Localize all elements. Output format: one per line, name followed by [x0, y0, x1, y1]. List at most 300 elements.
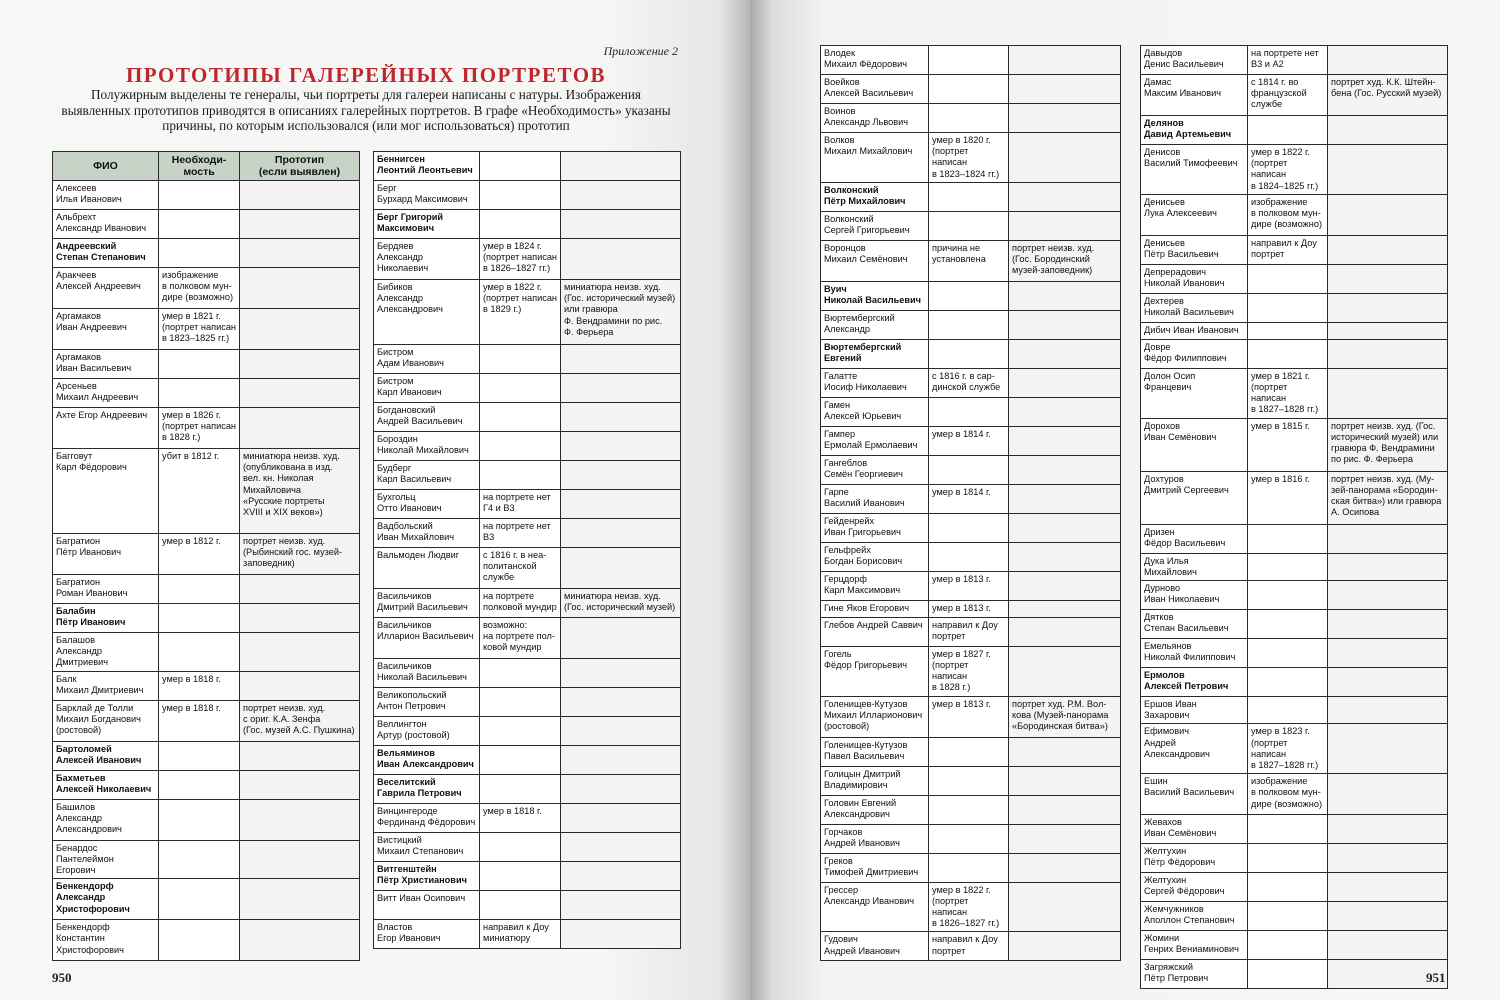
table-row	[1141, 960, 1448, 989]
table-row	[53, 741, 360, 770]
person-name-cell: Будберг Карл Васильевич	[374, 461, 480, 490]
table-row	[1141, 145, 1448, 195]
person-name-cell: Великопольский Антон Петрович	[374, 688, 480, 717]
table-row	[53, 671, 360, 700]
prototype-cell	[561, 345, 681, 374]
person-name-cell: Желтухин Пётр Фёдорович	[1141, 844, 1248, 873]
table-row	[821, 571, 1121, 600]
prototype-cell	[1328, 697, 1448, 724]
necessity-cell	[159, 350, 240, 379]
person-name-cell: Бартоломей Алексей Иванович	[53, 741, 159, 770]
necessity-cell	[1248, 931, 1328, 960]
table-row	[53, 309, 360, 350]
prototype-cell	[1328, 264, 1448, 293]
table-row	[821, 646, 1121, 696]
person-name-cell: Влодек Михаил Фёдорович	[821, 46, 929, 75]
table-row	[821, 542, 1121, 571]
prototype-cell	[1328, 668, 1448, 697]
necessity-cell: умер в 1813 г.	[929, 696, 1009, 737]
necessity-cell	[480, 181, 561, 210]
person-name-cell: Депрерадович Николай Иванович	[1141, 264, 1248, 293]
necessity-cell: направил к Доу портрет	[1248, 235, 1328, 264]
person-name-cell: Гейденрейх Иван Григорьевич	[821, 513, 929, 542]
person-name-cell: Берг Бурхард Максимович	[374, 181, 480, 210]
necessity-cell	[480, 210, 561, 239]
table-row	[821, 513, 1121, 542]
necessity-cell: направил к Доу миниатюру	[480, 920, 561, 949]
person-name-cell: Багратион Пётр Иванович	[53, 534, 159, 575]
person-name-cell: Загряжский Пётр Петрович	[1141, 960, 1248, 989]
table-row	[1141, 902, 1448, 931]
table-row	[53, 799, 360, 840]
person-name-cell: Гампер Ермолай Ермолаевич	[821, 426, 929, 455]
necessity-cell	[929, 182, 1009, 211]
person-name-cell: Бороздин Николай Михайлович	[374, 432, 480, 461]
table-row	[821, 484, 1121, 513]
necessity-cell	[1248, 960, 1328, 989]
prototype-cell	[1328, 145, 1448, 195]
person-name-cell: Дамас Максим Иванович	[1141, 75, 1248, 116]
person-name-cell: Багратион Роман Иванович	[53, 575, 159, 604]
person-name-cell: Грессер Александр Иванович	[821, 882, 929, 932]
prototype-cell	[1328, 235, 1448, 264]
necessity-cell: умер в 1814 г.	[929, 426, 1009, 455]
prototypes-table-2	[373, 151, 681, 949]
prototype-cell	[561, 618, 681, 659]
person-name-cell: Вистицкий Михаил Степанович	[374, 833, 480, 862]
table-row	[1141, 724, 1448, 774]
prototype-cell	[561, 804, 681, 833]
prototype-cell	[561, 717, 681, 746]
necessity-cell	[480, 152, 561, 181]
table-row	[1141, 553, 1448, 580]
necessity-cell: направил к Доу портрет	[929, 932, 1009, 961]
table-row	[821, 46, 1121, 75]
prototype-cell	[1009, 368, 1121, 397]
necessity-cell: умер в 1822 г. (портрет написан в 1824–1825 гг.)	[1248, 145, 1328, 195]
table-row	[821, 133, 1121, 183]
table-row	[53, 920, 360, 961]
person-name-cell: Дехтерев Николай Васильевич	[1141, 293, 1248, 322]
person-name-cell: Дука Илья Михайлович	[1141, 553, 1248, 580]
table-row	[374, 210, 681, 239]
person-name-cell: Вельяминов Иван Александрович	[374, 746, 480, 775]
prototype-cell	[1328, 581, 1448, 610]
person-name-cell: Дризен Фёдор Васильевич	[1141, 524, 1248, 553]
prototype-cell	[240, 879, 360, 920]
person-name-cell: Жемчужников Аполлон Степанович	[1141, 902, 1248, 931]
prototype-cell	[1009, 310, 1121, 339]
person-name-cell: Денисьев Лука Алексеевич	[1141, 194, 1248, 235]
prototype-cell	[1009, 75, 1121, 104]
prototype-cell: портрет худ. Р.М. Вол- кова (Музей-панорама «Бородинская битва»)	[1009, 696, 1121, 737]
prototype-cell	[1328, 639, 1448, 668]
necessity-cell: изображение в полковом мун- дире (возможно)	[1248, 194, 1328, 235]
table-row	[821, 281, 1121, 310]
prototype-cell: портрет неизв. худ. (Му- зей-панорама «Бородин- ская битва») или гравюра А. Осипова	[1328, 471, 1448, 524]
person-name-cell: Веселитский Гаврила Петрович	[374, 775, 480, 804]
necessity-cell	[929, 455, 1009, 484]
prototype-cell	[1328, 610, 1448, 639]
person-name-cell: Денисьев Пётр Васильевич	[1141, 235, 1248, 264]
prototype-cell	[240, 350, 360, 379]
table-row	[374, 403, 681, 432]
necessity-cell	[929, 853, 1009, 882]
necessity-cell	[929, 339, 1009, 368]
necessity-cell: умер в 1820 г. (портрет написан в 1823–1824 гг.)	[929, 133, 1009, 183]
table-row	[1141, 339, 1448, 368]
table-row	[821, 824, 1121, 853]
table-row	[53, 633, 360, 672]
person-name-cell: Винцингероде Фердинанд Фёдорович	[374, 804, 480, 833]
person-name-cell: Бахметьев Алексей Николаевич	[53, 770, 159, 799]
necessity-cell	[480, 862, 561, 891]
prototype-cell	[1328, 553, 1448, 580]
table-row	[821, 182, 1121, 211]
person-name-cell: Ешин Василий Васильевич	[1141, 774, 1248, 815]
prototype-cell	[1009, 571, 1121, 600]
table-row	[821, 397, 1121, 426]
necessity-cell: возможно: на портрете пол- ковой мундир	[480, 618, 561, 659]
prototype-cell	[240, 604, 360, 633]
table-row	[821, 795, 1121, 824]
table-row	[1141, 844, 1448, 873]
person-name-cell: Горчаков Андрей Иванович	[821, 824, 929, 853]
person-name-cell: Витгенштейн Пётр Христианович	[374, 862, 480, 891]
prototype-cell	[1009, 484, 1121, 513]
necessity-cell	[1248, 581, 1328, 610]
prototype-cell	[1009, 133, 1121, 183]
page-number-right: 951	[1426, 970, 1446, 985]
header-prototype: Прототип (если выявлен)	[240, 152, 360, 181]
prototype-cell	[561, 891, 681, 920]
person-name-cell: Давыдов Денис Васильевич	[1141, 46, 1248, 75]
table-row	[1141, 639, 1448, 668]
necessity-cell: умер в 1815 г.	[1248, 418, 1328, 471]
prototype-cell	[561, 461, 681, 490]
prototype-cell	[1328, 293, 1448, 322]
appendix-label: Приложение 2	[603, 44, 678, 58]
table-row	[374, 589, 681, 618]
person-name-cell: Бенкендорф Константин Христофорович	[53, 920, 159, 961]
person-name-cell: Богдановский Андрей Васильевич	[374, 403, 480, 432]
table-row	[53, 379, 360, 408]
table-row	[53, 210, 360, 239]
person-name-cell: Дятков Степан Васильевич	[1141, 610, 1248, 639]
table-row	[53, 770, 360, 799]
necessity-cell: умер в 1816 г.	[1248, 471, 1328, 524]
necessity-cell	[1248, 668, 1328, 697]
person-name-cell: Бухгольц Отто Иванович	[374, 490, 480, 519]
prototype-cell	[1009, 882, 1121, 932]
person-name-cell: Альбрехт Александр Иванович	[53, 210, 159, 239]
prototype-cell	[240, 920, 360, 961]
table-row	[53, 534, 360, 575]
necessity-cell: умер в 1823 г. (портрет написан в 1827–1828 гг.)	[1248, 724, 1328, 774]
table-row	[374, 688, 681, 717]
person-name-cell: Балабин Пётр Иванович	[53, 604, 159, 633]
prototype-cell	[1009, 795, 1121, 824]
table-row	[374, 804, 681, 833]
necessity-cell	[159, 181, 240, 210]
necessity-cell	[929, 75, 1009, 104]
person-name-cell: Волконский Сергей Григорьевич	[821, 211, 929, 240]
necessity-cell	[480, 833, 561, 862]
person-name-cell: Ахте Егор Андреевич	[53, 408, 159, 449]
necessity-cell	[159, 799, 240, 840]
necessity-cell	[159, 633, 240, 672]
person-name-cell: Дохтуров Дмитрий Сергеевич	[1141, 471, 1248, 524]
person-name-cell: Бенкендорф Александр Христофорович	[53, 879, 159, 920]
prototype-cell	[561, 659, 681, 688]
necessity-cell: умер в 1812 г.	[159, 534, 240, 575]
table-row	[53, 700, 360, 741]
person-name-cell: Аргамаков Иван Андреевич	[53, 309, 159, 350]
prototype-cell	[1009, 600, 1121, 617]
table-row	[374, 862, 681, 891]
person-name-cell: Веллингтон Артур (ростовой)	[374, 717, 480, 746]
page-number-left: 950	[52, 970, 72, 985]
prototype-cell	[1009, 513, 1121, 542]
necessity-cell: на портрете нет Г4 и В3	[480, 490, 561, 519]
prototype-cell	[561, 833, 681, 862]
person-name-cell: Васильчиков Дмитрий Васильевич	[374, 589, 480, 618]
table-row	[374, 833, 681, 862]
necessity-cell	[1248, 322, 1328, 339]
necessity-cell	[1248, 844, 1328, 873]
table-row	[821, 339, 1121, 368]
necessity-cell	[159, 879, 240, 920]
necessity-cell	[480, 717, 561, 746]
prototype-cell	[240, 379, 360, 408]
person-name-cell: Гамен Алексей Юрьевич	[821, 397, 929, 426]
necessity-cell: умер в 1818 г.	[159, 671, 240, 700]
person-name-cell: Довре Фёдор Филиппович	[1141, 339, 1248, 368]
necessity-cell	[480, 461, 561, 490]
table-row	[1141, 581, 1448, 610]
necessity-cell	[1248, 524, 1328, 553]
necessity-cell	[480, 403, 561, 432]
person-name-cell: Берг Григорий Максимович	[374, 210, 480, 239]
prototypes-table-4	[1140, 45, 1448, 989]
necessity-cell	[480, 659, 561, 688]
person-name-cell: Ермолов Алексей Петрович	[1141, 668, 1248, 697]
prototype-cell	[1328, 931, 1448, 960]
necessity-cell	[480, 374, 561, 403]
necessity-cell	[480, 891, 561, 920]
prototype-cell	[240, 239, 360, 268]
person-name-cell: Дибич Иван Иванович	[1141, 322, 1248, 339]
table-row	[374, 659, 681, 688]
person-name-cell: Витт Иван Осипович	[374, 891, 480, 920]
necessity-cell	[929, 824, 1009, 853]
necessity-cell	[159, 741, 240, 770]
prototype-cell	[561, 490, 681, 519]
table-row	[53, 239, 360, 268]
prototype-cell	[1328, 774, 1448, 815]
person-name-cell: Васильчиков Николай Васильевич	[374, 659, 480, 688]
person-name-cell: Барклай де Толли Михаил Богданович (ростовой)	[53, 700, 159, 741]
table-row	[1141, 264, 1448, 293]
table-row	[374, 432, 681, 461]
prototype-cell	[1328, 844, 1448, 873]
table-row	[821, 455, 1121, 484]
table-row	[374, 618, 681, 659]
necessity-cell	[159, 379, 240, 408]
prototype-cell	[1009, 646, 1121, 696]
prototype-cell	[240, 799, 360, 840]
person-name-cell: Властов Егор Иванович	[374, 920, 480, 949]
necessity-cell	[159, 920, 240, 961]
table-row	[1141, 75, 1448, 116]
prototype-cell: портрет неизв. худ. с ориг. К.А. Зенфа (Гос. музей А.С. Пушкина)	[240, 700, 360, 741]
table-row	[1141, 931, 1448, 960]
table-row	[374, 345, 681, 374]
person-name-cell: Головин Евгений Александрович	[821, 795, 929, 824]
table-row	[821, 75, 1121, 104]
person-name-cell: Вадбольский Иван Михайлович	[374, 519, 480, 548]
necessity-cell	[929, 513, 1009, 542]
header-need: Необходи- мость	[159, 152, 240, 181]
prototype-cell	[240, 408, 360, 449]
person-name-cell: Герцдорф Карл Максимович	[821, 571, 929, 600]
prototype-cell	[1328, 724, 1448, 774]
prototype-cell	[1009, 853, 1121, 882]
prototype-cell	[1009, 281, 1121, 310]
table-row	[1141, 116, 1448, 145]
necessity-cell	[159, 239, 240, 268]
prototypes-table-3	[820, 45, 1121, 961]
necessity-cell: умер в 1821 г. (портрет написан в 1823–1825 гг.)	[159, 309, 240, 350]
person-name-cell: Волконский Пётр Михайлович	[821, 182, 929, 211]
necessity-cell	[480, 775, 561, 804]
necessity-cell: умер в 1826 г. (портрет написан в 1828 г.)	[159, 408, 240, 449]
table-row	[821, 696, 1121, 737]
person-name-cell: Гине Яков Егорович	[821, 600, 929, 617]
necessity-cell	[1248, 339, 1328, 368]
prototype-cell	[1009, 766, 1121, 795]
table-row	[1141, 46, 1448, 75]
necessity-cell	[929, 766, 1009, 795]
prototype-cell	[1328, 902, 1448, 931]
person-name-cell: Жевахов Иван Семёнович	[1141, 815, 1248, 844]
necessity-cell	[480, 688, 561, 717]
person-name-cell: Васильчиков Илларион Васильевич	[374, 618, 480, 659]
table-row	[1141, 815, 1448, 844]
prototype-cell	[1328, 116, 1448, 145]
prototype-cell	[561, 403, 681, 432]
prototype-cell	[561, 374, 681, 403]
prototype-cell	[561, 181, 681, 210]
person-name-cell: Желтухин Сергей Фёдорович	[1141, 873, 1248, 902]
necessity-cell: умер в 1827 г. (портрет написан в 1828 г.)	[929, 646, 1009, 696]
table-row	[1141, 524, 1448, 553]
necessity-cell	[929, 542, 1009, 571]
prototype-cell	[1009, 182, 1121, 211]
intro-text: Полужирным выделены те генералы, чьи портреты для галереи написаны с натуры. Изображения выявленных прототипов приводятся в описаниях галерейных портретов. В графе «Необходимость» указаны причины, по которым использовался (или мог использоваться) прототип	[61, 87, 671, 134]
necessity-cell	[1248, 610, 1328, 639]
person-name-cell: Голенищев-Кутузов Павел Васильевич	[821, 737, 929, 766]
person-name-cell: Ефимович Андрей Александрович	[1141, 724, 1248, 774]
prototype-cell	[1328, 46, 1448, 75]
prototype-cell	[561, 920, 681, 949]
table-row	[1141, 873, 1448, 902]
necessity-cell: с 1816 г. в неа- политанской службе	[480, 548, 561, 589]
person-name-cell: Вуич Николай Васильевич	[821, 281, 929, 310]
table-row	[53, 181, 360, 210]
table-row	[1141, 293, 1448, 322]
prototype-cell	[561, 688, 681, 717]
person-name-cell: Беннигсен Леонтий Леонтьевич	[374, 152, 480, 181]
person-name-cell: Дорохов Иван Семёнович	[1141, 418, 1248, 471]
table-row	[374, 891, 681, 920]
person-name-cell: Аракчеев Алексей Андреевич	[53, 268, 159, 309]
page-right	[750, 0, 1500, 1000]
table-row	[53, 449, 360, 534]
person-name-cell: Воинов Александр Львович	[821, 104, 929, 133]
necessity-cell	[159, 604, 240, 633]
person-name-cell: Бистром Адам Иванович	[374, 345, 480, 374]
prototype-cell	[240, 181, 360, 210]
table-row	[1141, 668, 1448, 697]
person-name-cell: Вюртембергский Александр	[821, 310, 929, 339]
necessity-cell	[1248, 902, 1328, 931]
person-name-cell: Голицын Дмитрий Владимирович	[821, 766, 929, 795]
person-name-cell: Ершов Иван Захарович	[1141, 697, 1248, 724]
necessity-cell: умер в 1822 г. (портрет написан в 1829 г.)	[480, 280, 561, 345]
prototype-cell	[1328, 524, 1448, 553]
necessity-cell: изображение в полковом мун- дире (возможно)	[1248, 774, 1328, 815]
necessity-cell	[159, 770, 240, 799]
person-name-cell: Арсеньев Михаил Андреевич	[53, 379, 159, 408]
prototype-cell	[1009, 542, 1121, 571]
necessity-cell: направил к Доу портрет	[929, 617, 1009, 646]
header-name: ФИО	[53, 152, 159, 181]
person-name-cell: Емельянов Николай Филиппович	[1141, 639, 1248, 668]
prototype-cell	[1009, 824, 1121, 853]
table-row	[821, 617, 1121, 646]
table-row	[374, 181, 681, 210]
necessity-cell: умер в 1813 г.	[929, 600, 1009, 617]
person-name-cell: Вальмоден Людвиг	[374, 548, 480, 589]
table-row	[1141, 697, 1448, 724]
table-row	[374, 519, 681, 548]
prototype-cell	[1328, 194, 1448, 235]
table-row	[374, 548, 681, 589]
table-row	[374, 717, 681, 746]
table-row	[374, 461, 681, 490]
necessity-cell: умер в 1822 г. (портрет написан в 1826–1827 гг.)	[929, 882, 1009, 932]
prototype-cell	[240, 210, 360, 239]
table-row	[374, 775, 681, 804]
table-row	[821, 426, 1121, 455]
person-name-cell: Греков Тимофей Дмитриевич	[821, 853, 929, 882]
necessity-cell	[1248, 639, 1328, 668]
person-name-cell: Гогель Фёдор Григорьевич	[821, 646, 929, 696]
table-row	[53, 879, 360, 920]
prototype-cell: портрет неизв. худ. (Гос. исторический музей) или гравюра Ф. Вендрамини по рис. Ф. Ферьера	[1328, 418, 1448, 471]
prototype-cell	[1009, 46, 1121, 75]
prototype-cell	[1009, 104, 1121, 133]
table-row	[53, 575, 360, 604]
person-name-cell: Бердяев Александр Николаевич	[374, 239, 480, 280]
table-row	[374, 239, 681, 280]
prototype-cell	[240, 309, 360, 350]
table-row	[1141, 322, 1448, 339]
prototype-cell: миниатюра неизв. худ. (Гос. исторический музей)	[561, 589, 681, 618]
necessity-cell	[1248, 815, 1328, 844]
prototype-cell	[1328, 368, 1448, 418]
